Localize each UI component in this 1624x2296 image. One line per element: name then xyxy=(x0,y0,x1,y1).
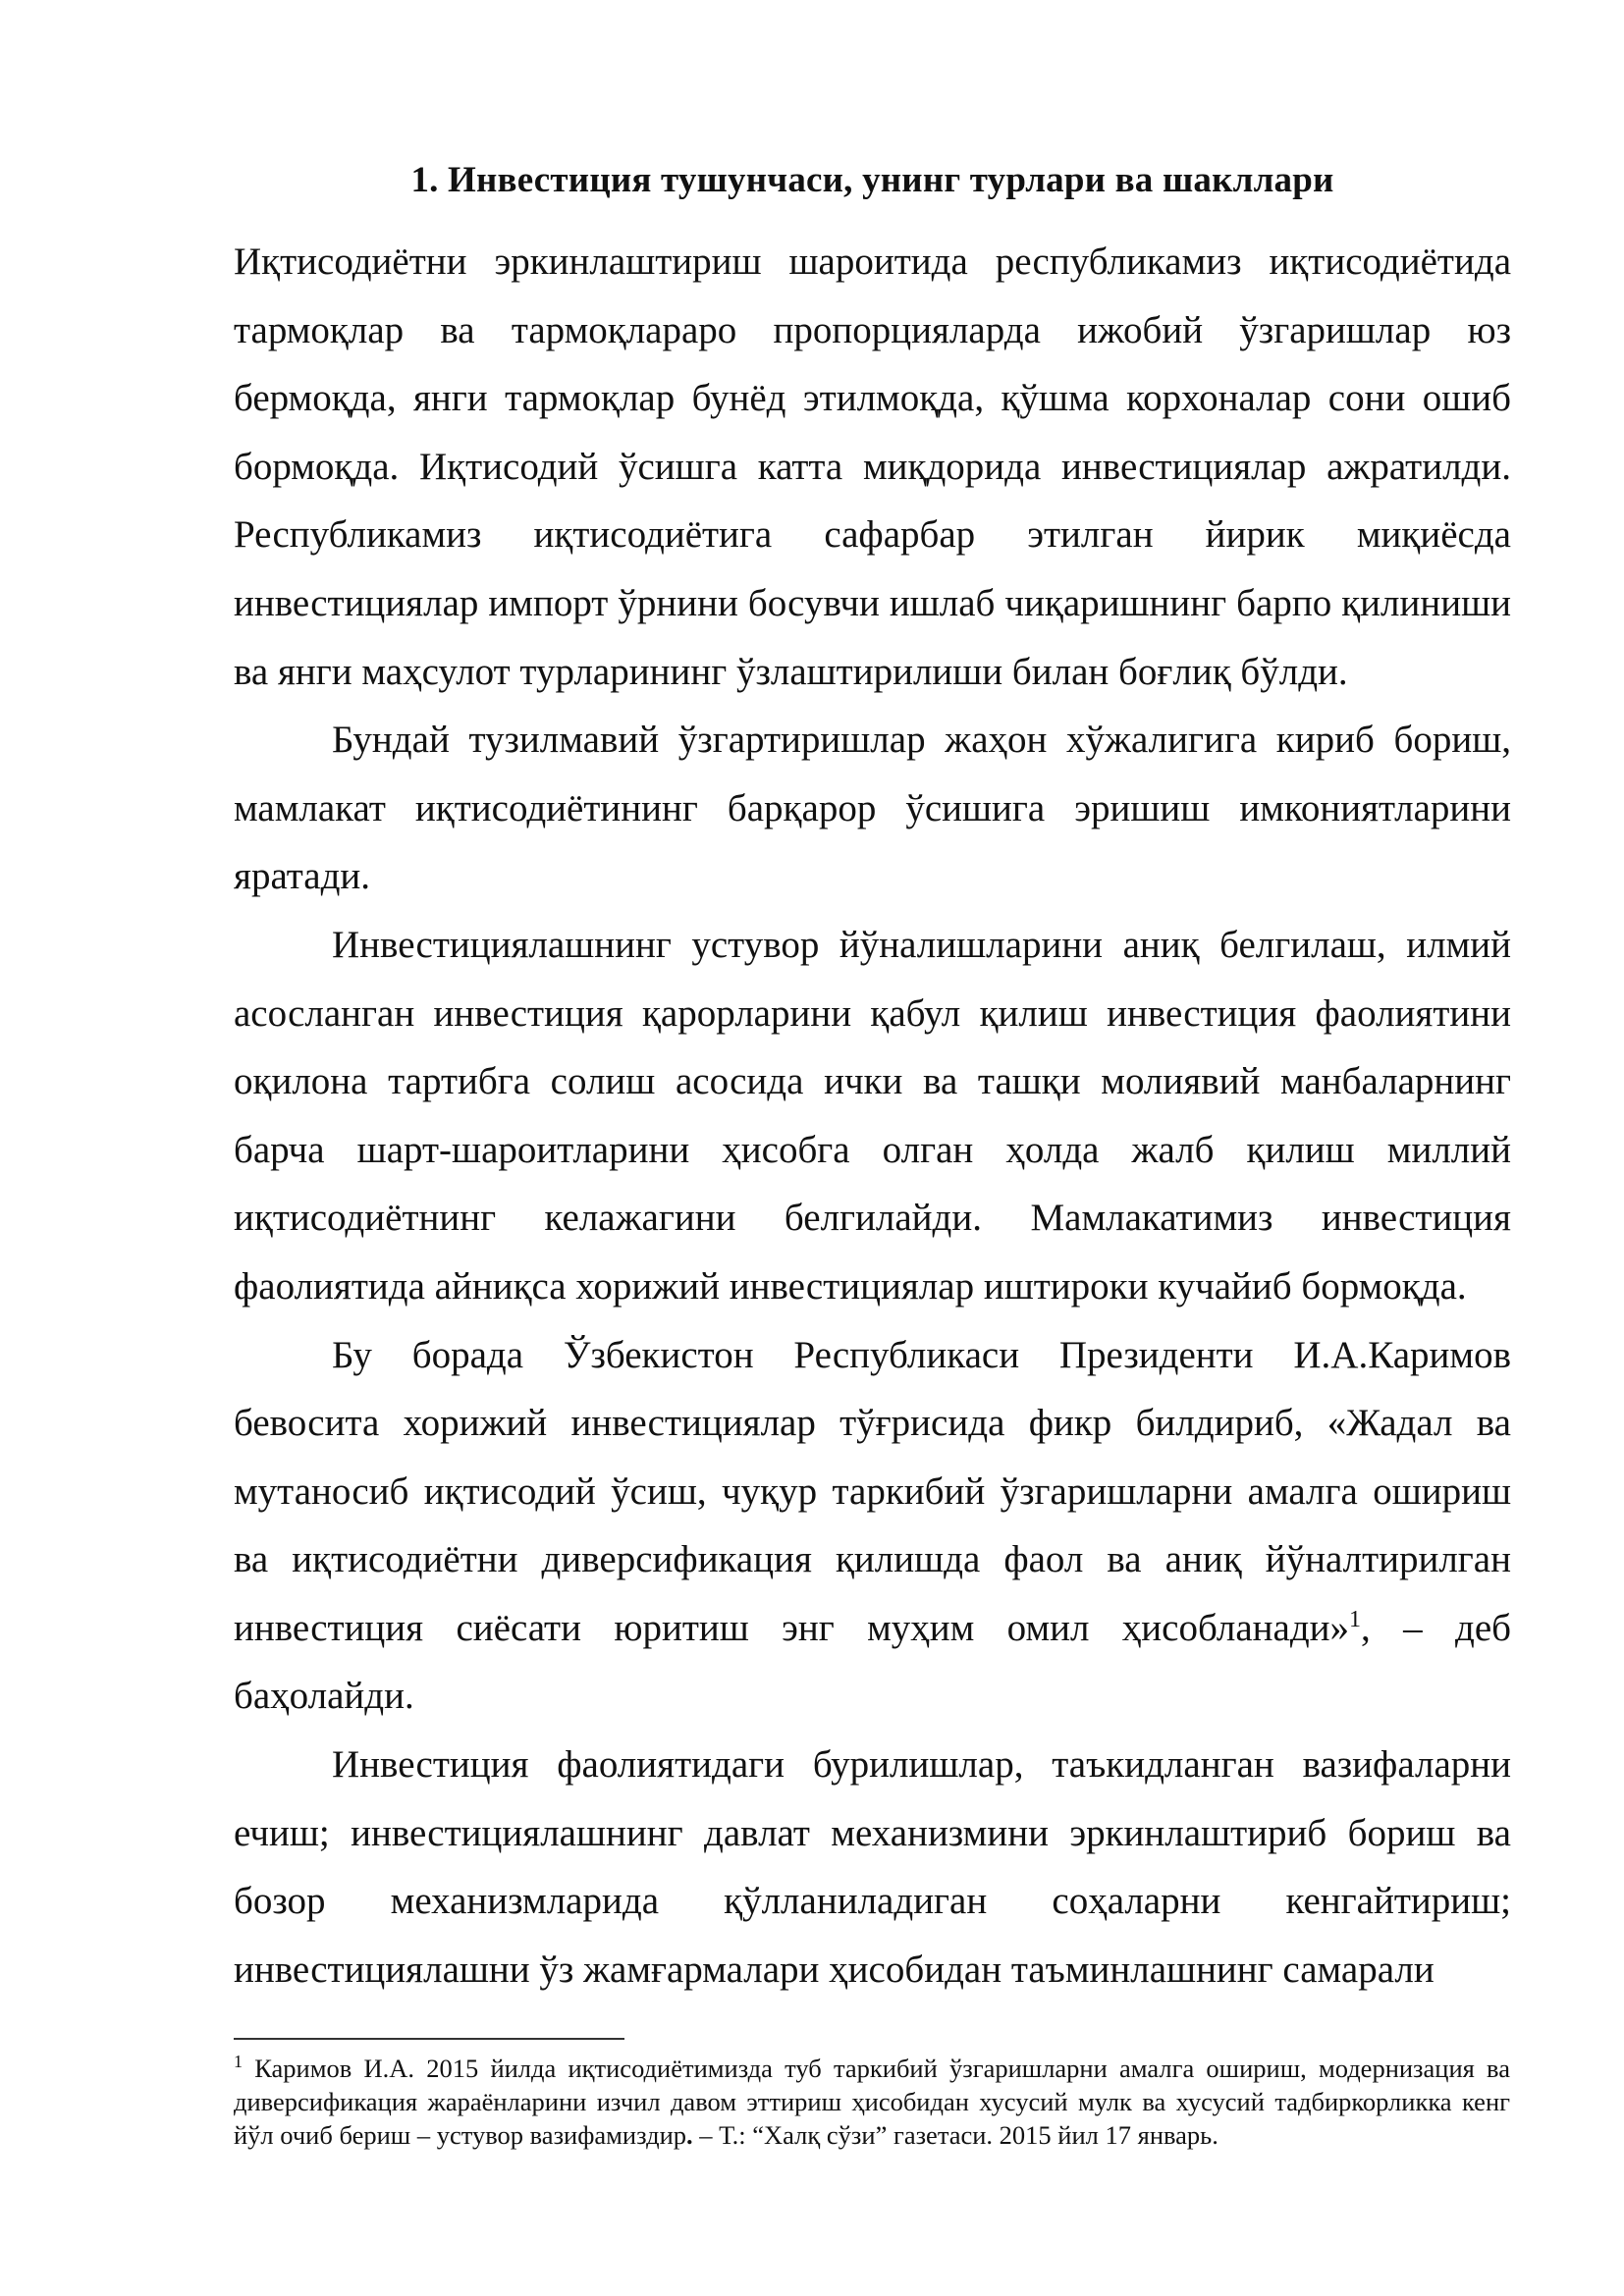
footnote-reference[interactable]: 1 xyxy=(1349,1606,1362,1632)
footnote-dot: . xyxy=(686,2120,693,2150)
page-title: 1. Инвестиция тушунчаси, унинг турлари ва шакллари xyxy=(410,160,1334,200)
document-body xyxy=(234,228,1511,2003)
paragraph-2: Бундай тузилмавий ўзгартиришлар жаҳон хўжалигига кириб бориш, мамлакат иқтисодиётининг барқарор ўсишига эришиш имкониятларини яратади. xyxy=(234,719,1511,898)
footnote-source: – Т.: “Халқ сўзи” газетаси. 2015 йил 17 январь. xyxy=(692,2120,1218,2150)
paragraph-4-text: Бу борада Ўзбекистон Республикаси Президенти И.А.Каримов бевосита хорижий инвестициялар тўғрисида фикр билдириб, «Жадал ва мутаносиб иқтисодий ўсиш, чуқур таркибий ўзгаришларни амалга ошириш ва иқтисодиётни диверсификация қилишда фаол ва аниқ йўналтирилган инвестиция сиёсати юритиш энг муҳим омил ҳисобланади» xyxy=(234,1333,1511,1649)
footnote-separator xyxy=(234,2038,624,2040)
footnote xyxy=(234,2052,1510,2152)
paragraph-4 xyxy=(234,1321,1511,1732)
footnote-text: Каримов И.А. 2015 йилда иқтисодиётимизда туб таркибий ўзгаришларни амалга ошириш, модернизация ва диверсификация жараёнларини изчил давом эттириш ҳисобидан хусусий мулк ва хусусий тадбиркорликка кенг йўл очиб бериш – устувор вазифамиздир xyxy=(234,2054,1510,2150)
paragraph-4-tail: , – деб баҳолайди. xyxy=(234,1606,1511,1718)
paragraph-5: Инвестиция фаолиятидаги бурилишлар, таъкидланган вазифаларни ечиш; инвестициялашнинг давлат механизмини эркинлаштириб бориш ва бозор механизмларида қўлланиладиган соҳаларни кенгайтириш; инвестициялашни ўз жамғармалари ҳисобидан таъминлашнинг самарали xyxy=(234,1743,1511,1991)
paragraph-3: Инвестициялашнинг устувор йўналишларини аниқ белгилаш, илмий асосланган инвестиция қарорларини қабул қилиш инвестиция фаолиятини оқилона тартибга солиш асосида ички ва ташқи молиявий манбаларнинг барча шарт-шароитларини ҳисобга олган ҳолда жалб қилиш миллий иқтисодиётнинг келажагини белгилайди. Мамлакатимиз инвестиция фаолиятида айниқса хорижий инвестициялар иштироки кучайиб бормоқда. xyxy=(234,923,1511,1308)
paragraph-1: Иқтисодиётни эркинлаштириш шароитида республикамиз иқтисодиётида тармоқлар ва тармоқлараро пропорцияларда ижобий ўзгаришлар юз бермоқда, янги тармоқлар бунёд этилмоқда, қўшма корхоналар сони ошиб бормоқда. Иқтисодий ўсишга катта миқдорида инвестициялар ажратилди. Республикамиз иқтисодиётига сафарбар этилган йирик миқиёсда инвестициялар импорт ўрнини босувчи ишлаб чиқаришнинг барпо қилиниши ва янги маҳсулот турларининг ўзлаштирилиши билан боғлиқ бўлди. xyxy=(234,240,1511,693)
footnote-number: 1 xyxy=(234,2052,243,2072)
